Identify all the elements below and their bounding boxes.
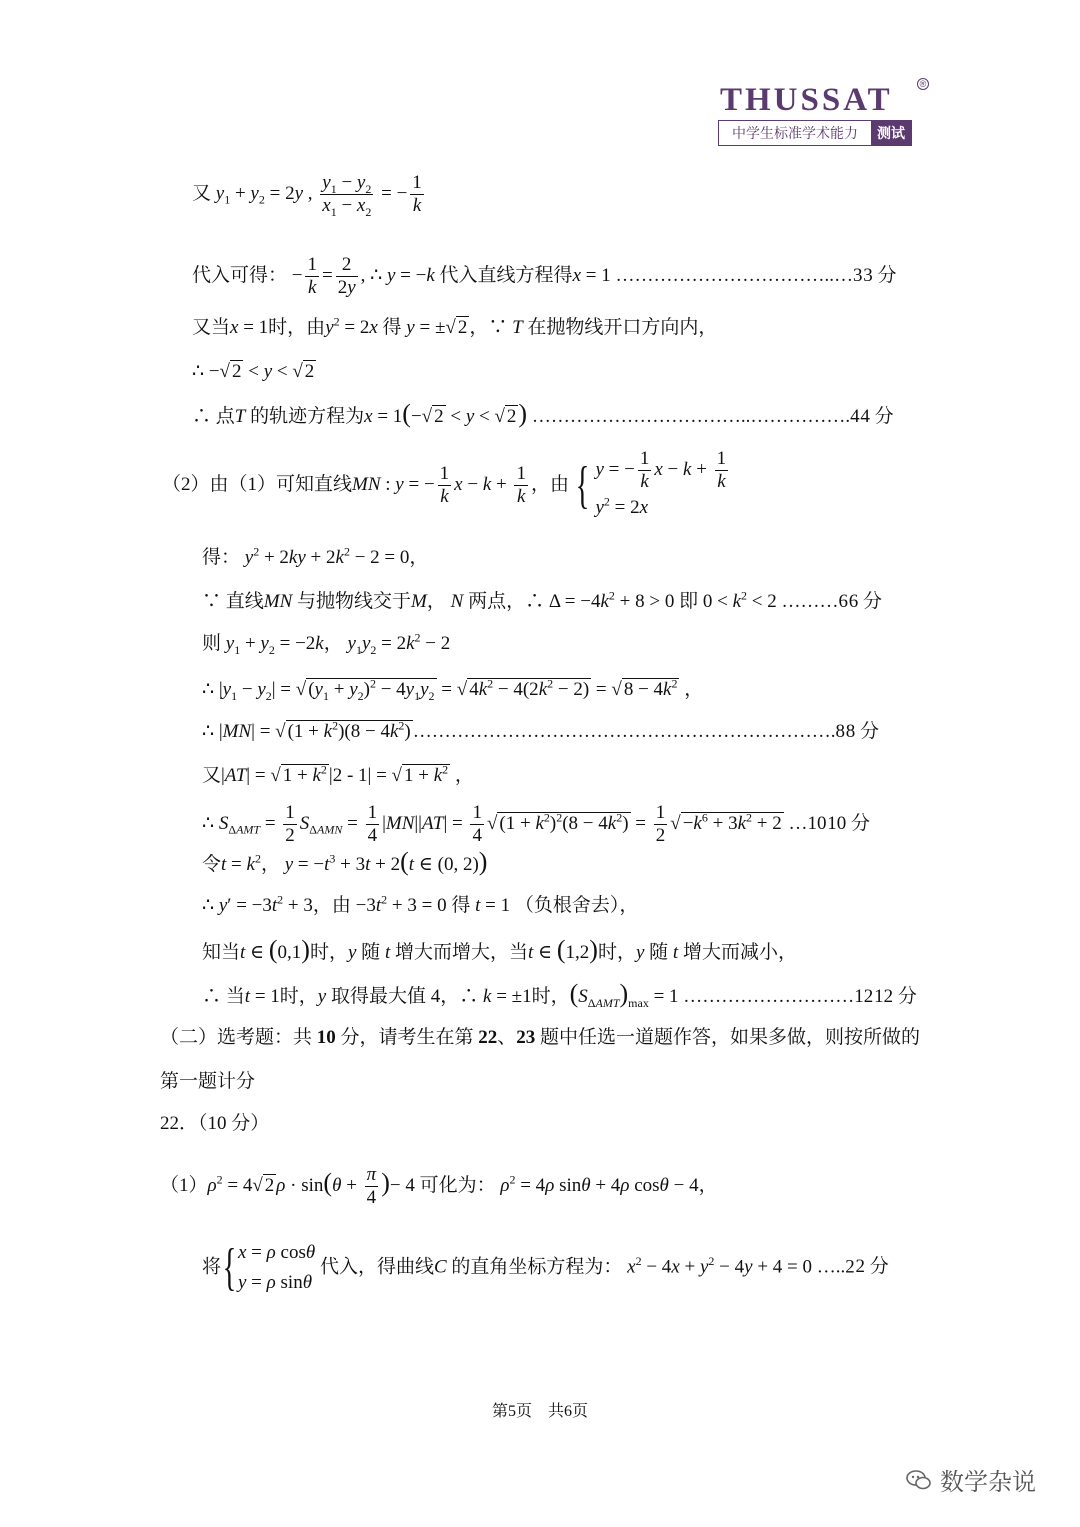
text: （1）: [160, 1174, 208, 1196]
text: （负根舍去），: [514, 895, 639, 916]
line-9: 则 $y_1 + y_2 = -2k$， $y_1y_2 = 2k^2 - 2$: [202, 630, 451, 657]
text: 随: [361, 942, 381, 963]
text: 代入，得曲线: [319, 1256, 434, 1278]
logo-subtitle: [718, 120, 912, 146]
watermark-text: 数学杂说: [940, 1468, 1036, 1496]
text: 第一题计分: [160, 1071, 256, 1092]
score: 2 分: [855, 1256, 889, 1278]
question-22-title: [160, 1110, 269, 1138]
text: 又当: [192, 317, 231, 338]
line-5: ∴ 点T 的轨迹方程为x = 1(−√ 2 < y < √ 2) ……………………………..…………….4 4 分: [192, 399, 894, 428]
text: 当: [225, 986, 245, 1007]
text: 22．（10 分）: [160, 1113, 270, 1134]
page-number: 第5页 共6页: [491, 1403, 588, 1420]
text: 题中任选一道题作答，如果多做，则按所做的: [535, 1027, 921, 1048]
score: 6 分: [848, 591, 882, 612]
text: 时，: [309, 942, 348, 963]
text: 22: [478, 1027, 498, 1048]
text: 点: [215, 406, 235, 427]
text: （二）选考题：共: [160, 1027, 317, 1048]
text: 23: [516, 1027, 536, 1048]
section-2-heading: [160, 1024, 920, 1052]
text: 可化为：: [419, 1174, 496, 1196]
line-11: ∴ |MN| = √ $(1 + k^2)(8 - 4k^2)$ ………………………………………………………….8 8 分: [202, 718, 879, 742]
part-2: 将{ x = ρ cosθ y = ρ sinθ 代入，得曲线C 的直角坐标方程为： $x^2 - 4x + y^2 - 4y + 4 = 0$ …..2 2 分: [202, 1239, 889, 1296]
text: 随: [649, 942, 669, 963]
text: 分，请考生在第: [335, 1027, 479, 1048]
text: 得：: [202, 547, 241, 568]
text: ，由: [530, 473, 569, 495]
score: 8 分: [845, 721, 879, 742]
part-1: $(1)\rho^2 = 4√$ 2 ρ · sin(θ + $\frac{\pi}{4}$ )− 4 可化为： $\rho^2 = 4\rho$ sinθ + 4ρ cosθ − 4，: [160, 1164, 718, 1208]
text: 在抛物线开口方向内，: [527, 317, 718, 338]
line-4: ∴ −√ 2 < y < √ 2: [192, 361, 315, 382]
text: 的直角坐标方程为：: [451, 1256, 623, 1278]
line-14: 令$t = k^2$， $y = -t^3 + 3t + 2(t$ ∈ (0, 2)): [202, 847, 488, 876]
logo-subtitle-tag: 测试: [871, 121, 911, 145]
text: 增大而增大，当: [394, 942, 528, 963]
watermark: [906, 1462, 1036, 1497]
text: 得: [451, 895, 471, 916]
text: 即: [679, 591, 699, 612]
line-16: 知当t ∈ (0,1)时，y 随 t 增大而增大，当t ∈ (1,2)时，y 随 t 增大而减小，: [202, 935, 797, 964]
text: 得: [382, 317, 402, 338]
score: 3 分: [863, 264, 897, 286]
text: 将: [202, 1256, 222, 1278]
text: 知当: [202, 942, 241, 963]
section-2-heading-cont: [160, 1068, 255, 1096]
thussat-logo: [718, 79, 928, 146]
text: 增大而减小，: [682, 942, 797, 963]
text: 、: [497, 1027, 517, 1048]
text: 又: [192, 182, 212, 204]
logo-subtitle-text: 中学生标准学术能力: [732, 126, 858, 142]
line-17: ∴ 当t = 1时，y 取得最大值 4，∴ k = ±1时，$(S_{\Delta AMT})_{max} = 1$ ………………………12 12 分: [202, 979, 917, 1010]
score: 12 分: [874, 986, 917, 1007]
text: 时，: [597, 942, 636, 963]
line-3: 又当x = 1时，由$y^2 = 2x$ 得 y = ±√ 2 ，∵ T 在抛物线开口方向内，: [192, 314, 718, 338]
line-6: （2）由（1）可知直线MN : y = − $\frac{1}{k}$ x − k + $\frac{1}{k}$ ，由 { y = − $\frac{1}{k}$ x − k + $\frac{1}{k}$ $y^2 = 2x$: [162, 448, 727, 518]
text: 时，: [279, 986, 318, 1007]
score: 4 分: [860, 406, 894, 427]
text: 令: [202, 854, 222, 875]
logo-wordmark: THUSSAT: [720, 82, 893, 118]
text: 取得最大值 4，: [330, 986, 460, 1007]
text: 则: [202, 633, 222, 654]
text: 的轨迹方程为: [250, 406, 365, 427]
wechat-icon: [906, 1469, 932, 1491]
line-15: ∴ $y' = -3t^2 + 3$，由 $-3t^2 + 3 = 0$ 得 t = 1 （负根舍去），: [202, 892, 639, 916]
line-2: 代入可得： − $\frac{1}{k}$ = $\frac{2}{2y}$ , ∴ y = −k 代入直线方程得x = 1 ……………………………..…3 3 分: [192, 254, 897, 298]
line-12: 又|AT| = √ $1 + k^2$ |2 - 1| = √ $1 + k^2$ ，: [202, 762, 474, 786]
score: 10 分: [827, 812, 870, 834]
line-1: 又 $y_1 + y_2 = 2y$ , $\frac{y_1 - y_2}{x_1 - x_2}$ = − $\frac{1}{k}$: [192, 172, 422, 219]
text: 两点，: [468, 591, 526, 612]
line-13: ∴ $S_{\Delta AMT}$ = $\frac{1}{2}$ $S_{\Delta AMN}$ = $\frac{1}{4}$ |MN||AT| = $\frac{1}{4}$ √ $(1 + k^2)^2(8 - 4k^2)$ = $\frac{1}{2}$ √ $-k^6 + 3k^2 + 2$ …10 10 分: [202, 802, 870, 846]
line-8: ∵ 直线MN 与抛物线交于M， N 两点，∴ $\Delta = -4k^2 + 8 > 0$ 即 $0 < k^2 < 2$ ………6 6 分: [202, 588, 882, 612]
trademark-icon: ®: [917, 78, 929, 90]
text: 代入可得：: [192, 264, 288, 286]
text: 与抛物线交于: [297, 591, 412, 612]
text: 时，由: [268, 317, 326, 338]
text: （2）由（1）可知直线: [162, 473, 353, 495]
line-10: ∴ $|y_1 - y_2|$ = √ $(y_1 + y_2)^2 - 4y_1y_2$ = √ $4k^2 - 4(2k^2 - 2)$ = √ $8 - 4k^2$ ，: [202, 676, 704, 703]
text: 由: [331, 895, 351, 916]
line-7: 得： $y^2 + 2ky + 2k^2 - 2 = 0$，: [202, 544, 429, 568]
text: 代入直线方程得: [439, 264, 573, 286]
text: 直线: [225, 591, 264, 612]
text: 10: [316, 1027, 336, 1048]
text: 又: [202, 765, 222, 786]
